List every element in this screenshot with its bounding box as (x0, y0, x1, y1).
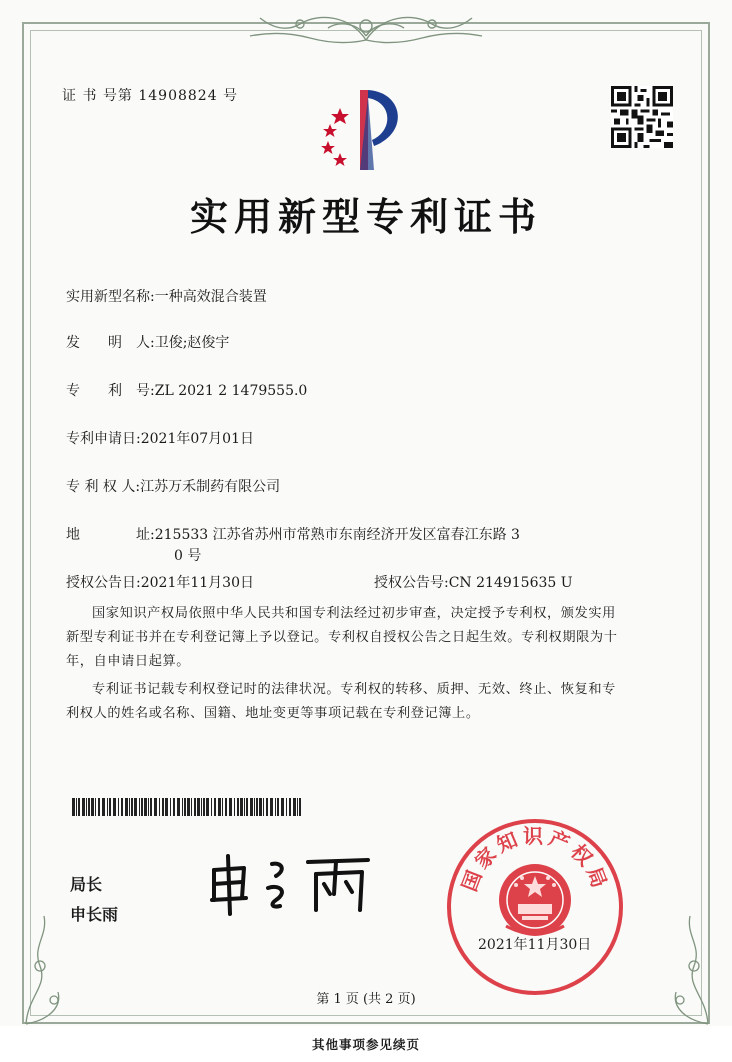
handwritten-signature (200, 848, 380, 918)
barcode-bar (184, 798, 186, 816)
barcode-bar (286, 798, 287, 816)
barcode-bar (201, 798, 202, 816)
barcode-bar (129, 798, 130, 816)
barcode-bar (191, 798, 192, 816)
barcode-bar (125, 798, 128, 816)
field-label: 授权公告号: (374, 575, 449, 591)
barcode-bar (289, 798, 291, 816)
field-patent-number (66, 380, 307, 400)
barcode-bar (275, 798, 276, 816)
barcode-bar (229, 798, 232, 816)
paragraph-line: 利权人的姓名或名称、国籍、地址变更等事项记载在专利登记簿上。 (66, 706, 480, 721)
barcode-bar (86, 798, 87, 816)
field-patentee (66, 476, 280, 496)
barcode-bar (118, 798, 119, 816)
barcode-bar (206, 798, 209, 816)
official-seal (446, 818, 624, 996)
paragraph-grant-statement (66, 602, 681, 674)
barcode-bar (78, 798, 80, 816)
barcode-bar (95, 798, 96, 816)
field-label: 授权公告日: (66, 575, 141, 591)
qr-code (611, 86, 673, 148)
field-value: CN 214915635 U (448, 575, 573, 591)
barcode-bar (270, 798, 273, 816)
barcode-bar (211, 798, 212, 816)
paragraph-line: 国家知识产权局依照中华人民共和国专利法经过初步审查，决定授予专利权，颁发实用 (92, 606, 616, 621)
field-grant-announcement-date (66, 572, 254, 592)
field-label: 发 明 人: (66, 335, 155, 351)
barcode-bar (91, 798, 94, 816)
signatory-name: 申长雨 (70, 905, 119, 924)
field-label: 专 利 权 人: (66, 479, 141, 495)
barcode-bar (177, 798, 180, 816)
barcode-bar (113, 798, 116, 816)
barcode-bar (102, 798, 105, 816)
barcode-bar (159, 798, 160, 816)
barcode-bar (214, 798, 216, 816)
barcode-bar (277, 798, 279, 816)
barcode-bar (237, 798, 239, 816)
barcode-bar (170, 798, 171, 816)
barcode-bar (297, 798, 298, 816)
seal-text: 国家知识产权局 (456, 824, 614, 895)
field-grant-announcement-number (374, 572, 573, 592)
field-utility-model-name (66, 286, 267, 306)
barcode-bar (144, 798, 147, 816)
barcode-bar (148, 798, 149, 816)
field-value: 2021年11月30日 (140, 575, 254, 591)
field-value: 215533 江苏省苏州市常熟市东南经济开发区富春江东路 3 (154, 527, 520, 543)
field-label: 实用新型名称: (66, 289, 155, 305)
paragraph-line: 年，自申请日起算。 (66, 654, 191, 669)
barcode-bar (141, 798, 143, 816)
paragraph-legal-status (66, 678, 681, 726)
barcode-bar (203, 798, 205, 816)
page-indicator: 第 1 页 (共 2 页) (316, 992, 416, 1007)
barcode-bar (109, 798, 111, 816)
top-ornament (240, 6, 492, 46)
field-value: 一种高效混合装置 (154, 289, 267, 305)
barcode-bar (107, 798, 108, 816)
document-title: 实用新型专利证书 (189, 194, 542, 239)
barcode-bar (281, 798, 284, 816)
barcode-bar (182, 798, 183, 816)
barcode-bar (76, 798, 77, 816)
field-value: 2021年07月01日 (140, 431, 254, 447)
barcode-bar (234, 798, 235, 816)
barcode-bar (218, 798, 221, 816)
certificate-number: 证 书 号第 14908824 号 (62, 88, 239, 104)
field-address (66, 524, 520, 544)
field-label: 专利申请日: (66, 431, 141, 447)
barcode-bar (244, 798, 245, 816)
field-filing-date (66, 428, 254, 448)
barcode-bar (139, 798, 140, 816)
barcode-bar (150, 798, 152, 816)
barcode-bar (259, 798, 262, 816)
signatory-title: 局长 (70, 875, 103, 894)
footer-note: 其他事项参见续页 (311, 1037, 420, 1052)
field-value: 卫俊;赵俊宇 (154, 335, 230, 351)
field-address-continued: 0 号 (174, 548, 202, 564)
barcode-bar (299, 798, 301, 816)
barcode-bar (154, 798, 157, 816)
barcode-bar (254, 798, 255, 816)
paragraph-line: 专利证书记载专利权登记时的法律状况。专利权的转移、质押、无效、终止、恢复和专 (92, 682, 616, 697)
barcode-bar (187, 798, 190, 816)
field-inventors (66, 332, 229, 352)
barcode-bar (88, 798, 90, 816)
barcode-bar (165, 798, 168, 816)
field-value: 江苏万禾制药有限公司 (140, 479, 281, 495)
field-label: 专 利 号: (66, 383, 155, 399)
barcode-bar (162, 798, 164, 816)
barcode (72, 798, 304, 816)
barcode-bar (263, 798, 264, 816)
barcode-bar (98, 798, 100, 816)
field-label: 地 址: (66, 527, 155, 543)
barcode-bar (72, 798, 75, 816)
barcode-bar (134, 798, 137, 816)
field-value: ZL 2021 2 1479555.0 (154, 383, 308, 399)
barcode-bar (131, 798, 133, 816)
barcode-bar (266, 798, 268, 816)
barcode-bar (222, 798, 223, 816)
barcode-bar (173, 798, 175, 816)
barcode-bar (197, 798, 200, 816)
barcode-bar (194, 798, 196, 816)
barcode-bar (250, 798, 253, 816)
barcode-bar (82, 798, 85, 816)
barcode-bar (256, 798, 258, 816)
cnipa-logo (308, 86, 418, 174)
barcode-bar (240, 798, 243, 816)
barcode-bar (225, 798, 227, 816)
barcode-bar (246, 798, 248, 816)
paragraph-line: 新型专利证书并在专利登记簿上予以登记。专利权自授权公告之日起生效。专利权期限为十 (66, 630, 618, 645)
barcode-bar (121, 798, 123, 816)
seal-date: 2021年11月30日 (478, 937, 592, 953)
barcode-bar (293, 798, 296, 816)
